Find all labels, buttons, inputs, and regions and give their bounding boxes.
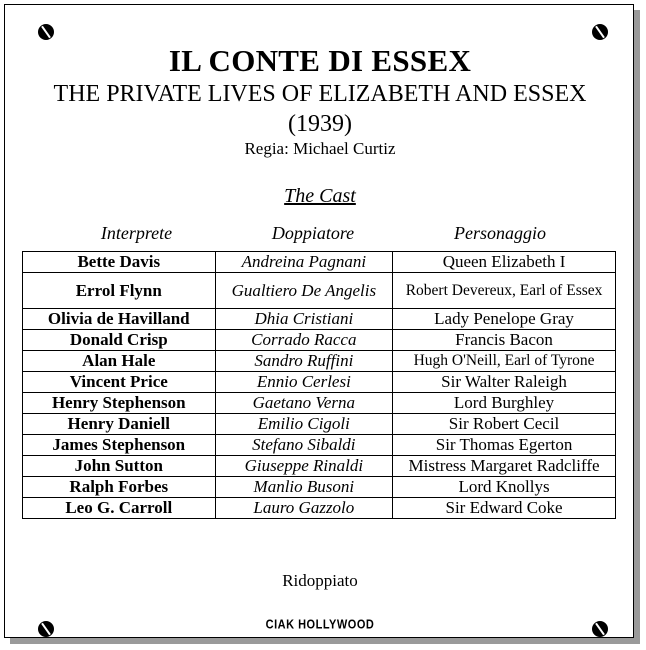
cast-actor-cell: Donald Crisp xyxy=(23,330,216,351)
cast-dubber-cell: Dhia Cristiani xyxy=(215,309,393,330)
release-year: (1939) xyxy=(288,111,352,137)
cast-role-cell: Lord Knollys xyxy=(393,477,616,498)
table-row xyxy=(23,372,616,393)
table-row xyxy=(23,456,616,477)
table-row xyxy=(23,435,616,456)
cast-dubber-cell: Giuseppe Rinaldi xyxy=(215,456,393,477)
cast-role-cell: Sir Walter Raleigh xyxy=(393,372,616,393)
table-row xyxy=(23,393,616,414)
redub-note: Ridoppiato xyxy=(282,571,358,590)
cast-actor-cell: Bette Davis xyxy=(23,252,216,273)
table-row xyxy=(23,351,616,372)
table-row xyxy=(23,330,616,351)
cast-dubber-cell: Corrado Racca xyxy=(215,330,393,351)
original-title: THE PRIVATE LIVES OF ELIZABETH AND ESSEX xyxy=(53,81,587,107)
table-row xyxy=(23,477,616,498)
cast-dubber-cell: Gualtiero De Angelis xyxy=(215,273,393,309)
cast-dubber-cell: Stefano Sibaldi xyxy=(215,435,393,456)
cast-dubber-cell: Sandro Ruffini xyxy=(215,351,393,372)
column-header-role: Personaggio xyxy=(454,223,546,243)
table-row xyxy=(23,498,616,519)
cast-actor-cell: Ralph Forbes xyxy=(23,477,216,498)
cast-actor-cell: Olivia de Havilland xyxy=(23,309,216,330)
cast-actor-cell: Alan Hale xyxy=(23,351,216,372)
cast-role-cell: Lady Penelope Gray xyxy=(393,309,616,330)
table-row xyxy=(23,273,616,309)
cast-role-cell: Lord Burghley xyxy=(393,393,616,414)
screw-icon xyxy=(592,24,608,40)
table-row xyxy=(23,252,616,273)
cast-role-cell: Mistress Margaret Radcliffe xyxy=(393,456,616,477)
cast-role-cell: Sir Edward Coke xyxy=(393,498,616,519)
director-credit: Regia: Michael Curtiz xyxy=(244,139,396,158)
cast-role-cell: Sir Thomas Egerton xyxy=(393,435,616,456)
cast-actor-cell: James Stephenson xyxy=(23,435,216,456)
table-row xyxy=(23,414,616,435)
page-title: IL CONTE DI ESSEX xyxy=(168,43,472,78)
cast-heading: The Cast xyxy=(284,185,356,207)
cast-dubber-cell: Manlio Busoni xyxy=(215,477,393,498)
cast-dubber-cell: Andreina Pagnani xyxy=(215,252,393,273)
cast-actor-cell: John Sutton xyxy=(23,456,216,477)
cast-role-cell: Robert Devereux, Earl of Essex xyxy=(393,273,616,309)
cast-dubber-cell: Gaetano Verna xyxy=(215,393,393,414)
table-row xyxy=(23,309,616,330)
cast-actor-cell: Henry Stephenson xyxy=(23,393,216,414)
cast-role-cell: Queen Elizabeth I xyxy=(393,252,616,273)
screw-icon xyxy=(38,24,54,40)
column-header-dubber: Doppiatore xyxy=(271,223,355,243)
cast-actor-cell: Vincent Price xyxy=(23,372,216,393)
cast-table xyxy=(22,251,616,519)
cast-role-cell: Sir Robert Cecil xyxy=(393,414,616,435)
cast-dubber-cell: Ennio Cerlesi xyxy=(215,372,393,393)
cast-role-cell: Hugh O'Neill, Earl of Tyrone xyxy=(393,351,616,372)
cast-card xyxy=(4,4,634,638)
cast-actor-cell: Errol Flynn xyxy=(23,273,216,309)
cast-dubber-cell: Lauro Gazzolo xyxy=(215,498,393,519)
cast-actor-cell: Leo G. Carroll xyxy=(23,498,216,519)
column-header-actor: Interprete xyxy=(100,223,173,243)
ciak-hollywood-logo: CIAK HOLLYWOOD xyxy=(265,617,375,633)
cast-dubber-cell: Emilio Cigoli xyxy=(215,414,393,435)
cast-actor-cell: Henry Daniell xyxy=(23,414,216,435)
cast-role-cell: Francis Bacon xyxy=(393,330,616,351)
